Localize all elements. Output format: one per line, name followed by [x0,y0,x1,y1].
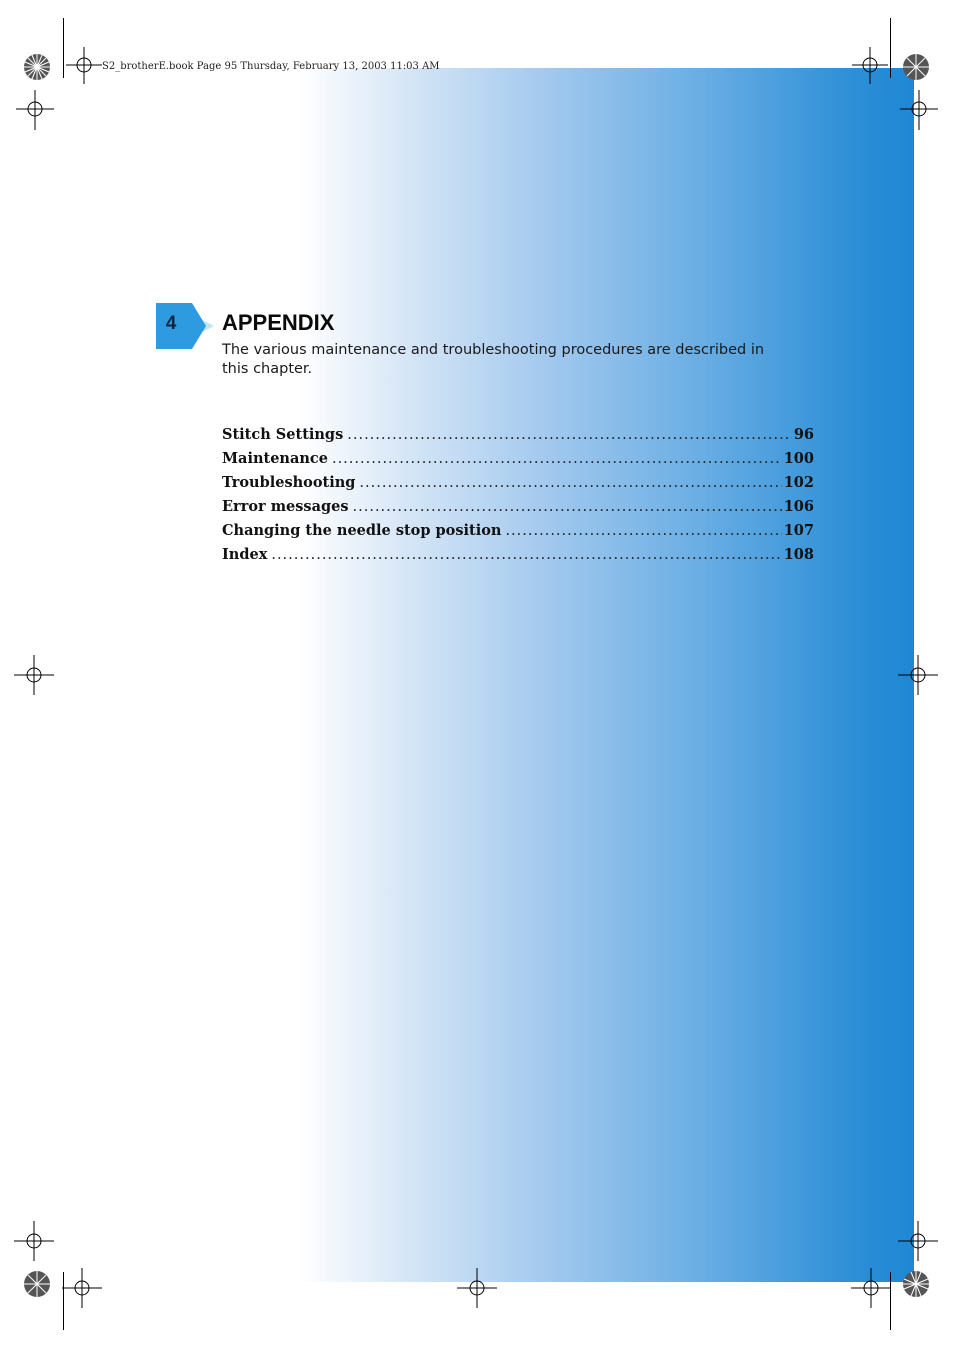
crosshair-mark-icon [14,655,54,695]
toc-entry-stitch-settings[interactable] [222,426,814,450]
crosshair-mark-icon [457,1268,497,1308]
crosshair-mark-icon [898,655,938,695]
toc-entry-label: Stitch Settings [222,426,344,443]
toc-leader-dots [271,547,781,563]
toc-entry-troubleshooting[interactable] [222,474,814,498]
toc-leader-dots [347,427,792,443]
crosshair-mark-icon [851,1268,891,1308]
chapter-title: APPENDIX [222,310,335,335]
toc-entry-needle-stop-position[interactable] [222,522,814,546]
registration-starburst-icon [18,48,56,86]
trim-line [63,1272,64,1330]
crosshair-mark-icon [900,90,938,130]
toc-entry-label: Index [222,546,268,563]
toc-entry-page: 106 [783,498,814,515]
toc-entry-page: 102 [783,474,814,491]
toc-entry-label: Maintenance [222,450,328,467]
toc-entry-label: Error messages [222,498,349,515]
trim-line [63,18,64,78]
toc-entry-label: Changing the needle stop position [222,522,502,539]
chapter-description: The various maintenance and troubleshooting procedures are described in this chapter. [222,342,765,377]
toc-leader-dots [505,523,781,539]
toc-entry-page: 107 [783,522,814,539]
registration-starburst-icon [897,48,935,86]
trim-line [890,18,891,78]
toc-entry-label: Troubleshooting [222,474,356,491]
toc-leader-dots [332,451,782,467]
toc-entry-page: 96 [793,426,814,443]
toc-entry-maintenance[interactable] [222,450,814,474]
crosshair-mark-icon [852,44,888,88]
toc-leader-dots [359,475,781,491]
print-header: S2_brotherE.book Page 95 Thursday, February 13, 2003 11:03 AM [102,61,440,72]
toc-entry-page: 108 [783,546,814,563]
crosshair-mark-icon [62,1268,102,1308]
table-of-contents [222,426,814,570]
crosshair-mark-icon [14,1221,54,1261]
toc-leader-dots [353,499,782,515]
trim-line [890,1272,891,1330]
registration-starburst-icon [897,1265,935,1303]
crosshair-mark-icon [898,1221,938,1261]
toc-entry-error-messages[interactable] [222,498,814,522]
crosshair-mark-icon [66,44,102,88]
registration-starburst-icon [18,1265,56,1303]
toc-entry-index[interactable] [222,546,814,570]
chapter-number: 4 [165,313,177,334]
toc-entry-page: 100 [783,450,814,467]
crosshair-mark-icon [16,90,54,130]
blue-gradient-panel [300,68,914,1282]
